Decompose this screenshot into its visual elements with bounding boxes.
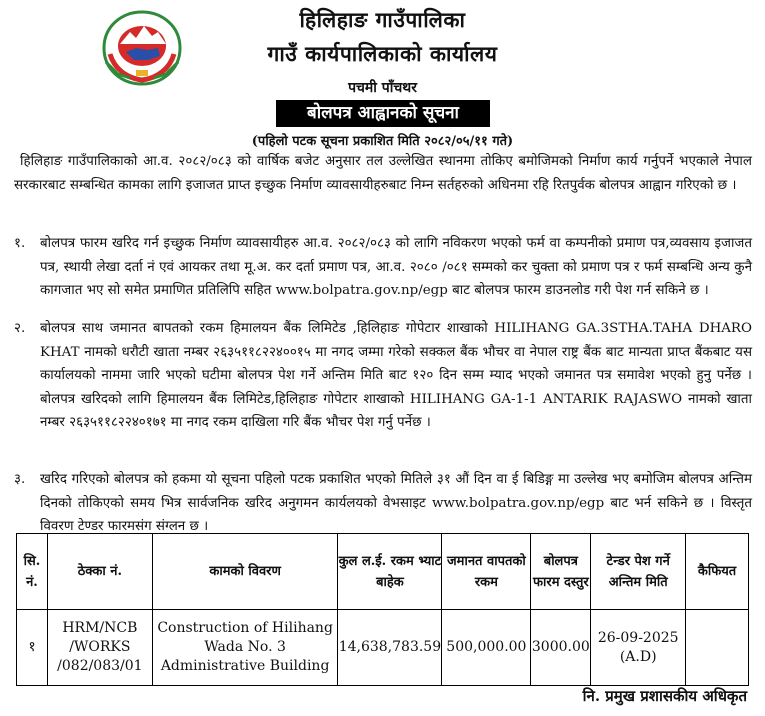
condition-text: बोलपत्र फारम खरिद गर्न इच्छुक निर्माण व्यावसायीहरु आ.व. २०८२/०८३ को लागि नविकरण भएको फर्म वा कम्पनीको प्रमाण पत्र,व्यवसाय इजाजत पत्र, स्थायी लेखा दर्ता नं एवं आयकर तथा मू.अ. कर दर्ता प्रमाण पत्र, आ.व. २०८० /०८१ सम्मको कर चुक्ता को प्रमाण पत्र र फर्म सम्बन्धि अन्य कुनै कागजात भए सो समेत प्रमाणित प्रतिलिपि सहित www.bolpatra.gov.np/egp बाट बोलपत्र फारम डाउनलोड गरी पेश गर्न सकिने छ । (40, 236, 752, 299)
condition-number: २. (14, 321, 26, 336)
table-header-row (17, 534, 749, 610)
cell-contract-number: HRM/NCB /WORKS /082/083/01 (47, 610, 152, 686)
condition-item-1 (14, 232, 752, 303)
header-serial-number: सि. नं. (17, 534, 48, 610)
header-bid-security: जमानत वापतको रकम (442, 534, 531, 610)
cell-form-fee: 3000.00 (531, 610, 591, 686)
intro-paragraph: हिलिहाङ गाउँपालिकाको आ.व. २०८२/०८३ को वार्षिक बजेट अनुसार तल उल्लेखित स्थानमा तोकिए बमोजिमको निर्माण कार्य गर्नुपर्ने भएकाले नेपाल सरकारबाट सम्बन्धित कामका लागि इजाजत प्राप्त इच्छुक निर्माण व्यावसायीहरुबाट निम्न सर्तहरुको अधिनमा रहि रितपुर्वक बोलपत्र आह्वान गरिएको छ । (14, 154, 752, 193)
office-location: पचमी पाँचथर (348, 80, 417, 96)
table-row (17, 610, 749, 686)
publish-date: (पहिलो पटक सूचना प्रकाशित मिति २०८२/०५/११ गते) (251, 134, 514, 149)
cell-bid-security: 500,000.00 (442, 610, 531, 686)
cell-work-description: Construction of Hilihang Wada No. 3 Administrative Building (152, 610, 338, 686)
cell-remarks (686, 610, 749, 686)
condition-number: १. (14, 236, 26, 251)
cell-serial-number: १ (17, 610, 48, 686)
condition-text: खरिद गरिएको बोलपत्र को हकमा यो सूचना पहिलो पटक प्रकाशित भएको मितिले ३१ औं दिन वा ई बिडिङ्ग मा उल्लेख भए बमोजिम बोलपत्र अन्तिम दिनको तोकिएको समय भित्र सार्वजनिक खरिद अनुगमन कार्यलयको वेभसाइट www.bolpatra.gov.np/egp बाट भर्न सकिने छ । विस्तृत विवरण टेण्डर फारमसंग संग्लन छ । (40, 472, 752, 535)
header-work-description: कामको विवरण (152, 534, 338, 610)
condition-item-2 (14, 317, 752, 435)
header-estimated-cost: कुल ल.ई. रकम भ्याट बाहेक (338, 534, 442, 610)
notice-title: बोलपत्र आह्वानको सूचना (276, 100, 490, 127)
cell-estimated-cost: 14,638,783.59 (338, 610, 442, 686)
header-form-fee: बोलपत्र फारम दस्तुर (531, 534, 591, 610)
signatory-title: नि. प्रमुख प्रशासकीय अधिकृत (582, 687, 747, 705)
header-submission-deadline: टेन्डर पेश गर्ने अन्तिम मिति (591, 534, 686, 610)
organization-name: हिलिहाङ गाउँपालिका (299, 7, 466, 32)
header-remarks: कैफियत (686, 534, 749, 610)
condition-number: ३. (14, 472, 26, 487)
condition-item-3 (14, 468, 752, 539)
cell-submission-deadline: 26-09-2025 (A.D) (591, 610, 686, 686)
condition-text: बोलपत्र साथ जमानत बापतको रकम हिमालयन बैंक लिमिटेड ,हिलिहाङ गोपेटार शाखाको HILIHANG GA.3STHA.TAHA DHARO KHAT नामको धरौटी खाता नम्बर २६३५११८२२४००१५ मा नगद जम्मा गरेको सक्कल बैंक भौचर वा नेपाल राष्ट्र बैंक बाट मान्यता प्राप्त बैंकबाट यस कार्यालयको नाममा जारि भएको घटीमा बोलपत्र पेश गर्ने अन्तिम मिति बाट १२० दिन सम्म म्याद भएको जमानत पत्र समावेश भएको हुनु पर्नेछ । बोलपत्र खरिदको लागि हिमालयन बैंक लिमिटेड,हिलिहाङ गोपेटार शाखाको HILIHANG GA-1-1 ANTARIK RAJASWO नामको खाता नम्बर २६३५११८२२४०१७१ मा नगद रकम दाखिला गरि बैंक भौचर पेश गर्नु पर्नेछ । (40, 321, 752, 431)
header-contract-number: ठेक्का नं. (47, 534, 152, 610)
office-name: गाउँ कार्यपालिकाको कार्यालय (267, 41, 498, 66)
tender-table (16, 533, 749, 686)
